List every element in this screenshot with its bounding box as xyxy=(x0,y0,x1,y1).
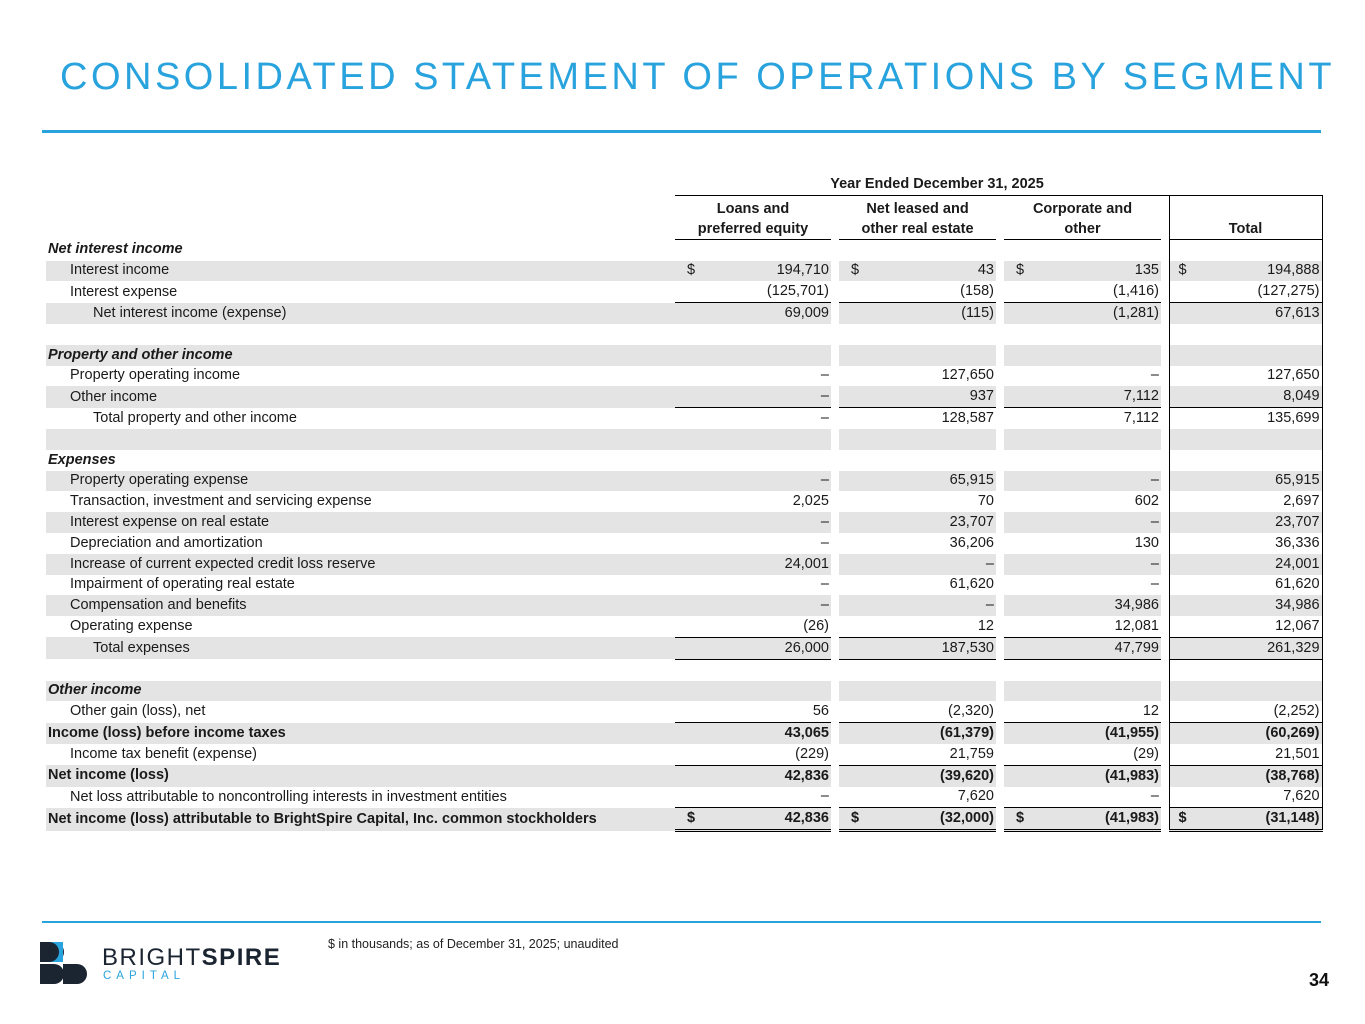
brightspire-logo xyxy=(40,940,300,986)
currency-sign xyxy=(839,386,869,407)
value-cell xyxy=(1034,345,1161,366)
table-row xyxy=(46,616,1322,637)
currency-sign: $ xyxy=(839,808,869,831)
value-cell: (127,275) xyxy=(1199,281,1322,302)
currency-sign xyxy=(1169,575,1199,596)
currency-sign xyxy=(1004,681,1034,702)
currency-sign xyxy=(1169,533,1199,554)
value-cell: 42,836 xyxy=(701,765,831,786)
currency-sign xyxy=(1004,512,1034,533)
value-cell: 7,112 xyxy=(1034,386,1161,407)
currency-sign xyxy=(839,491,869,512)
value-cell: 23,707 xyxy=(1199,512,1322,533)
currency-sign xyxy=(1169,554,1199,575)
value-cell xyxy=(701,324,831,345)
row-label: Other income xyxy=(46,681,675,702)
currency-sign: $ xyxy=(1169,808,1199,831)
currency-sign xyxy=(675,744,701,765)
currency-sign xyxy=(1004,765,1034,786)
currency-sign xyxy=(1004,554,1034,575)
table-row xyxy=(46,701,1322,722)
table-row xyxy=(46,366,1322,387)
segment-table-container xyxy=(46,174,1322,832)
value-cell: 135 xyxy=(1034,261,1161,282)
table-row xyxy=(46,595,1322,616)
value-cell xyxy=(1199,345,1322,366)
table-row xyxy=(46,554,1322,575)
currency-sign xyxy=(675,723,701,744)
currency-sign xyxy=(1004,701,1034,722)
value-cell: 61,620 xyxy=(1199,575,1322,596)
value-cell: 194,710 xyxy=(701,261,831,282)
row-label: Other income xyxy=(46,386,675,407)
table-row xyxy=(46,512,1322,533)
value-cell xyxy=(869,324,996,345)
currency-sign xyxy=(839,787,869,808)
row-label: Interest income xyxy=(46,261,675,282)
value-cell: – xyxy=(820,410,829,427)
value-cell: 43 xyxy=(869,261,996,282)
value-cell: 67,613 xyxy=(1199,303,1322,324)
value-cell xyxy=(1199,429,1322,450)
value-cell: (38,768) xyxy=(1199,765,1322,786)
currency-sign xyxy=(839,637,869,659)
currency-sign xyxy=(675,681,701,702)
page-number: 34 xyxy=(1308,970,1329,990)
value-cell: – xyxy=(1034,471,1161,492)
currency-sign xyxy=(675,595,701,616)
currency-sign xyxy=(675,659,701,680)
table-row xyxy=(46,575,1322,596)
currency-sign xyxy=(1169,659,1199,680)
currency-sign xyxy=(839,595,869,616)
value-cell: 70 xyxy=(977,493,994,510)
period-header: Year Ended December 31, 2025 xyxy=(675,174,1199,195)
currency-sign xyxy=(839,239,869,260)
currency-sign xyxy=(1169,723,1199,744)
row-label: Total property and other income xyxy=(93,409,297,426)
value-cell: 23,707 xyxy=(869,512,996,533)
period-header-row xyxy=(46,174,1322,195)
value-cell xyxy=(1034,324,1161,345)
currency-sign xyxy=(1169,324,1199,345)
value-cell: (2,320) xyxy=(869,701,996,722)
currency-sign xyxy=(675,637,701,659)
value-cell xyxy=(869,239,996,260)
value-cell: 36,206 xyxy=(949,534,994,551)
currency-sign xyxy=(1004,303,1034,324)
value-cell: – xyxy=(701,595,831,616)
footnote: $ in thousands; as of December 31, 2025; unaudited xyxy=(328,937,619,951)
value-cell: 127,650 xyxy=(941,367,994,384)
column-header-corporate: Corporate and other xyxy=(1004,195,1161,239)
currency-sign xyxy=(675,303,701,324)
currency-sign xyxy=(839,281,869,302)
currency-sign xyxy=(1169,345,1199,366)
value-cell: 130 xyxy=(1134,534,1159,551)
row-label: Interest expense xyxy=(70,283,178,300)
value-cell: (41,955) xyxy=(1034,723,1161,744)
value-cell xyxy=(701,239,831,260)
row-label: Expenses xyxy=(48,451,116,468)
row-label: Operating expense xyxy=(70,618,193,635)
row-label xyxy=(46,324,675,345)
value-cell: 24,001 xyxy=(701,554,831,575)
currency-sign xyxy=(839,471,869,492)
value-cell xyxy=(1199,450,1322,471)
value-cell: 127,650 xyxy=(1199,366,1322,387)
currency-sign xyxy=(1004,239,1034,260)
currency-sign xyxy=(1169,386,1199,407)
value-cell xyxy=(869,450,996,471)
table-row xyxy=(46,744,1322,765)
value-cell xyxy=(1034,429,1161,450)
value-cell: (115) xyxy=(869,303,996,324)
currency-sign xyxy=(675,787,701,808)
value-cell: – xyxy=(1150,367,1159,384)
row-label: Property operating income xyxy=(70,367,241,384)
currency-sign: $ xyxy=(675,261,701,282)
value-cell: 2,025 xyxy=(792,493,829,510)
value-cell: 128,587 xyxy=(941,410,994,427)
value-cell: 61,620 xyxy=(949,576,994,593)
column-header-row xyxy=(46,195,1322,239)
value-cell xyxy=(701,429,831,450)
currency-sign xyxy=(839,408,869,429)
currency-sign xyxy=(839,765,869,786)
table-row xyxy=(46,637,1322,659)
row-label: Net income (loss) attributable to BrightSpire Capital, Inc. common stockholders xyxy=(46,808,675,831)
value-cell: – xyxy=(1034,554,1161,575)
currency-sign xyxy=(675,324,701,345)
currency-sign xyxy=(675,471,701,492)
currency-sign xyxy=(1169,637,1199,659)
currency-sign xyxy=(839,533,869,554)
value-cell: – xyxy=(1150,576,1159,593)
footer-divider xyxy=(42,921,1321,923)
currency-sign xyxy=(1169,408,1199,429)
table-row xyxy=(46,303,1322,324)
value-cell xyxy=(1034,239,1161,260)
value-cell: 12 xyxy=(1034,701,1161,722)
value-cell: (31,148) xyxy=(1199,808,1322,831)
value-cell: 937 xyxy=(869,386,996,407)
row-label xyxy=(46,659,675,680)
currency-sign xyxy=(839,575,869,596)
value-cell xyxy=(1034,681,1161,702)
table-row xyxy=(46,491,1322,512)
currency-sign xyxy=(839,324,869,345)
currency-sign xyxy=(1004,533,1034,554)
currency-sign xyxy=(675,616,701,637)
section-header-row xyxy=(46,450,1322,471)
value-cell xyxy=(701,345,831,366)
value-cell: 24,001 xyxy=(1199,554,1322,575)
currency-sign xyxy=(1169,701,1199,722)
value-cell: 12,067 xyxy=(1199,616,1322,637)
value-cell: – xyxy=(869,595,996,616)
value-cell xyxy=(869,429,996,450)
row-label: Income (loss) before income taxes xyxy=(46,723,675,744)
currency-sign xyxy=(1169,595,1199,616)
value-cell: (41,983) xyxy=(1034,765,1161,786)
table-row xyxy=(46,408,1322,429)
currency-sign xyxy=(839,450,869,471)
value-cell: 12,081 xyxy=(1034,616,1161,637)
value-cell: – xyxy=(869,554,996,575)
column-header-net-leased: Net leased and other real estate xyxy=(839,195,996,239)
value-cell: (39,620) xyxy=(869,765,996,786)
row-label: Interest expense on real estate xyxy=(46,512,675,533)
currency-sign xyxy=(1004,324,1034,345)
currency-sign: $ xyxy=(675,808,701,831)
spacer-row xyxy=(46,659,1322,680)
value-cell xyxy=(869,345,996,366)
currency-sign: $ xyxy=(1004,261,1034,282)
row-label: Net income (loss) xyxy=(46,765,675,786)
table-row xyxy=(46,723,1322,744)
currency-sign xyxy=(1004,429,1034,450)
value-cell: (32,000) xyxy=(869,808,996,831)
currency-sign xyxy=(1004,595,1034,616)
value-cell: (158) xyxy=(869,281,996,302)
currency-sign xyxy=(1169,787,1199,808)
value-cell xyxy=(1199,324,1322,345)
row-label: Transaction, investment and servicing expense xyxy=(70,493,372,510)
value-cell: (1,416) xyxy=(1034,281,1161,302)
currency-sign xyxy=(675,239,701,260)
value-cell: – xyxy=(701,512,831,533)
value-cell: – xyxy=(1034,787,1161,808)
value-cell: 43,065 xyxy=(701,723,831,744)
value-cell: – xyxy=(701,787,831,808)
currency-sign xyxy=(1004,637,1034,659)
value-cell: 7,112 xyxy=(1123,410,1159,427)
value-cell xyxy=(1199,681,1322,702)
currency-sign xyxy=(1004,616,1034,637)
value-cell xyxy=(1199,659,1322,680)
currency-sign xyxy=(839,554,869,575)
brightspire-logo-icon xyxy=(40,942,87,984)
value-cell: (29) xyxy=(1034,744,1161,765)
currency-sign xyxy=(839,303,869,324)
currency-sign xyxy=(1004,345,1034,366)
section-header-row xyxy=(46,681,1322,702)
value-cell: 42,836 xyxy=(701,808,831,831)
currency-sign xyxy=(675,554,701,575)
currency-sign xyxy=(675,765,701,786)
value-cell: 69,009 xyxy=(701,303,831,324)
currency-sign xyxy=(1004,787,1034,808)
currency-sign xyxy=(839,616,869,637)
title-divider xyxy=(42,130,1321,133)
currency-sign xyxy=(1169,303,1199,324)
currency-sign xyxy=(839,744,869,765)
column-header-total: Total xyxy=(1169,195,1322,239)
value-cell xyxy=(1034,659,1161,680)
row-label: Total expenses xyxy=(46,637,675,659)
row-label: Compensation and benefits xyxy=(46,595,675,616)
table-row xyxy=(46,533,1322,554)
table-row xyxy=(46,386,1322,407)
value-cell: (2,252) xyxy=(1199,701,1322,722)
currency-sign xyxy=(839,701,869,722)
value-cell: (229) xyxy=(701,744,831,765)
row-label: Other gain (loss), net xyxy=(70,703,206,720)
row-label: Property operating expense xyxy=(46,471,675,492)
currency-sign xyxy=(839,723,869,744)
currency-sign xyxy=(1169,471,1199,492)
currency-sign xyxy=(675,575,701,596)
currency-sign: $ xyxy=(1004,808,1034,831)
value-cell: 2,697 xyxy=(1199,491,1322,512)
currency-sign xyxy=(1169,491,1199,512)
value-cell: (41,983) xyxy=(1034,808,1161,831)
value-cell xyxy=(869,659,996,680)
value-cell: 21,759 xyxy=(869,744,996,765)
value-cell: 194,888 xyxy=(1199,261,1322,282)
row-label: Property and other income xyxy=(46,345,675,366)
value-cell xyxy=(1034,450,1161,471)
currency-sign xyxy=(675,491,701,512)
currency-sign xyxy=(1004,723,1034,744)
value-cell: 12 xyxy=(869,616,996,637)
currency-sign xyxy=(1169,681,1199,702)
currency-sign xyxy=(675,281,701,302)
value-cell: 261,329 xyxy=(1199,637,1322,659)
value-cell: (1,281) xyxy=(1034,303,1161,324)
currency-sign xyxy=(1004,408,1034,429)
page-title: CONSOLIDATED STATEMENT OF OPERATIONS BY SEGMENT xyxy=(60,56,1336,98)
currency-sign xyxy=(1169,512,1199,533)
value-cell: 65,915 xyxy=(869,471,996,492)
value-cell: 34,986 xyxy=(1199,595,1322,616)
currency-sign xyxy=(1004,281,1034,302)
value-cell xyxy=(701,659,831,680)
currency-sign xyxy=(675,701,701,722)
value-cell xyxy=(701,681,831,702)
value-cell xyxy=(1199,239,1322,260)
currency-sign xyxy=(839,659,869,680)
value-cell: 135,699 xyxy=(1199,408,1322,429)
value-cell: 7,620 xyxy=(869,787,996,808)
currency-sign xyxy=(1004,366,1034,387)
row-label: Net interest income (expense) xyxy=(46,303,675,324)
value-cell: (61,379) xyxy=(869,723,996,744)
row-label: Increase of current expected credit loss reserve xyxy=(46,554,675,575)
currency-sign xyxy=(1169,450,1199,471)
currency-sign xyxy=(675,429,701,450)
value-cell: 34,986 xyxy=(1034,595,1161,616)
currency-sign xyxy=(1169,429,1199,450)
currency-sign xyxy=(1004,471,1034,492)
value-cell: 21,501 xyxy=(1199,744,1322,765)
currency-sign xyxy=(839,429,869,450)
currency-sign xyxy=(675,533,701,554)
value-cell: – xyxy=(701,471,831,492)
currency-sign xyxy=(675,345,701,366)
row-label: Income tax benefit (expense) xyxy=(70,746,257,763)
currency-sign: $ xyxy=(1169,261,1199,282)
value-cell xyxy=(701,450,831,471)
row-label: Net interest income xyxy=(48,241,183,258)
section-header-row xyxy=(46,345,1322,366)
row-label: Impairment of operating real estate xyxy=(70,576,295,593)
value-cell: 56 xyxy=(701,701,831,722)
currency-sign xyxy=(1004,744,1034,765)
spacer-row xyxy=(46,429,1322,450)
value-cell: 65,915 xyxy=(1199,471,1322,492)
currency-sign xyxy=(1004,450,1034,471)
currency-sign xyxy=(1169,744,1199,765)
currency-sign xyxy=(1004,575,1034,596)
table-row xyxy=(46,808,1322,831)
logo-wordmark: BRIGHTSPIRE xyxy=(102,944,282,971)
spacer-row xyxy=(46,324,1322,345)
value-cell: – xyxy=(701,386,831,407)
value-cell: 47,799 xyxy=(1034,637,1161,659)
value-cell: 36,336 xyxy=(1199,533,1322,554)
table-row xyxy=(46,261,1322,282)
value-cell: 187,530 xyxy=(869,637,996,659)
currency-sign xyxy=(675,408,701,429)
currency-sign xyxy=(839,366,869,387)
currency-sign xyxy=(1169,765,1199,786)
currency-sign xyxy=(675,366,701,387)
currency-sign xyxy=(1004,659,1034,680)
row-label: Net loss attributable to noncontrolling interests in investment entities xyxy=(70,788,507,805)
statement-of-operations-table xyxy=(46,174,1323,832)
currency-sign: $ xyxy=(839,261,869,282)
row-label xyxy=(46,429,675,450)
column-header-loans: Loans and preferred equity xyxy=(675,195,831,239)
currency-sign xyxy=(1169,366,1199,387)
currency-sign xyxy=(839,681,869,702)
value-cell: – xyxy=(820,534,829,551)
table-row xyxy=(46,281,1322,302)
section-header-row xyxy=(46,239,1322,260)
currency-sign xyxy=(675,512,701,533)
value-cell: (125,701) xyxy=(701,281,831,302)
currency-sign xyxy=(1169,239,1199,260)
logo-subtitle: CAPITAL xyxy=(103,970,186,982)
currency-sign xyxy=(1004,491,1034,512)
value-cell: 602 xyxy=(1134,493,1159,510)
currency-sign xyxy=(675,386,701,407)
value-cell: 8,049 xyxy=(1199,386,1322,407)
table-row xyxy=(46,787,1322,808)
table-row xyxy=(46,765,1322,786)
value-cell: 7,620 xyxy=(1199,787,1322,808)
value-cell: – xyxy=(1034,512,1161,533)
value-cell: – xyxy=(820,576,829,593)
row-label: Depreciation and amortization xyxy=(70,534,263,551)
value-cell: – xyxy=(820,367,829,384)
value-cell xyxy=(869,681,996,702)
table-row xyxy=(46,471,1322,492)
value-cell: 26,000 xyxy=(701,637,831,659)
currency-sign xyxy=(839,512,869,533)
value-cell: (26) xyxy=(701,616,831,637)
currency-sign xyxy=(1169,616,1199,637)
currency-sign xyxy=(675,450,701,471)
currency-sign xyxy=(839,345,869,366)
currency-sign xyxy=(1169,281,1199,302)
value-cell: (60,269) xyxy=(1199,723,1322,744)
currency-sign xyxy=(1004,386,1034,407)
